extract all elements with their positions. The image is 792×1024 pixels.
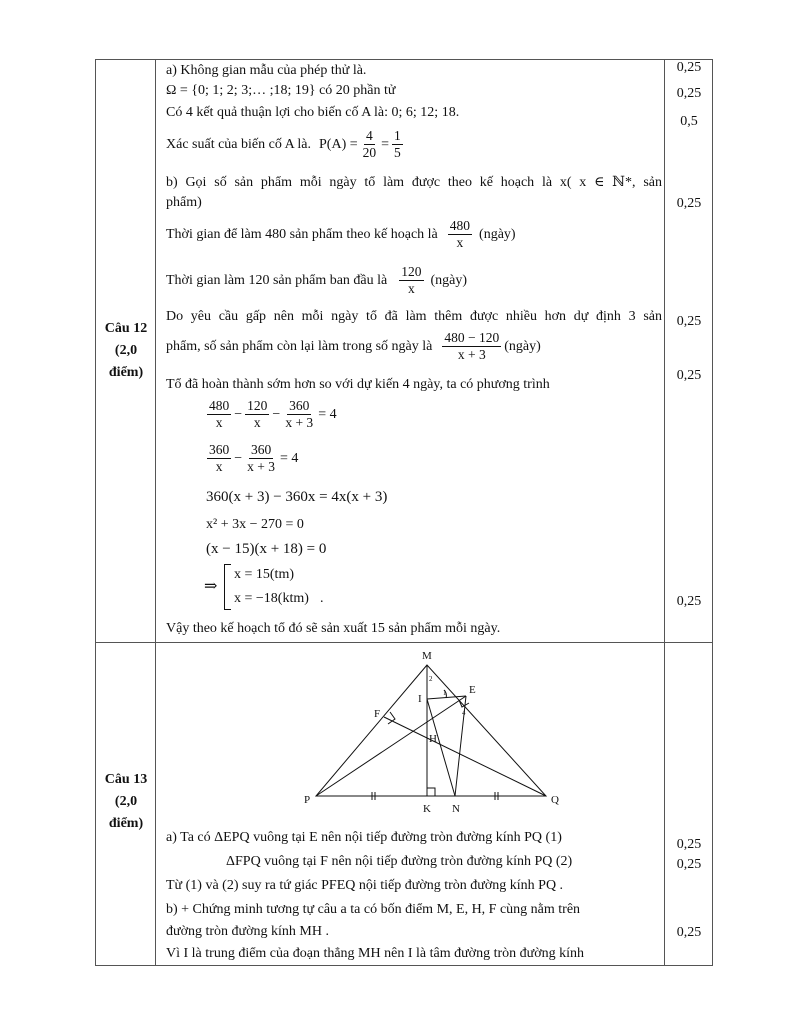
fraction-denominator: x + 3 (247, 459, 276, 474)
question-13-label-cell (96, 643, 156, 966)
q13-a-line2: ΔFPQ vuông tại F nên nội tiếp đường tròn đường kính PQ (2) (226, 854, 573, 869)
eq2-fraction-2 (245, 442, 277, 475)
question-13-solution-cell (156, 643, 665, 966)
fraction-numerator: 480 (209, 398, 230, 413)
score: 0,25 (676, 837, 702, 852)
q12-case-2: x = −18(ktm) (234, 591, 309, 606)
q13-a-line3: Từ (1) và (2) suy ra tứ giác PFEQ nội tiếp đường tròn đường kính PQ . (166, 878, 564, 893)
label-m: M (422, 650, 432, 662)
q12-a-sample-space: Ω = {0; 1; 2; 3;… ;18; 19} có 20 phần tử (166, 83, 396, 98)
label-f: F (374, 708, 381, 720)
q12-b-line5: Do yêu cầu gấp nên mỗi ngày tổ đã làm thêm được nhiều hơn dự định 3 sản (166, 309, 662, 324)
q12-equation-2 (204, 442, 298, 475)
implies-arrow: ⇒ (204, 578, 218, 595)
q12-b-time-initial-fraction (399, 264, 423, 297)
q12-a-prob-text: Xác suất của biến cố A là. (166, 136, 312, 152)
fraction-denominator: x (215, 459, 223, 474)
score: 0,25 (676, 368, 702, 383)
segment-in (427, 699, 455, 796)
right-angle-e (459, 700, 469, 707)
q12-a-probability (166, 128, 406, 161)
fraction-denominator: x + 3 (285, 415, 314, 430)
q12-b-line2: phẩm) (166, 195, 202, 210)
q12-equation-1 (204, 398, 337, 431)
triangle-figure (296, 649, 559, 819)
q12-b-time-initial (166, 264, 467, 297)
fraction-numerator: 480 − 120 (444, 330, 500, 345)
question-13-label: Câu 13 (104, 772, 148, 787)
q12-equation-4: x² + 3x − 270 = 0 (206, 517, 304, 532)
q12-a-prob-lhs: P(A) = (319, 136, 358, 152)
q13-b-line2: đường tròn đường kính MH . (166, 924, 329, 939)
q12-a-line1: a) Không gian mẫu của phép thử là. (166, 63, 367, 78)
unit-label: (ngày) (479, 226, 516, 242)
minus-sign: − (272, 406, 281, 422)
question-13-points-unit: điểm) (108, 816, 144, 831)
equals-sign: = (381, 136, 390, 152)
q13-b-line1: b) + Chứng minh tương tự câu a ta có bốn điểm M, E, H, F cùng nằm trên (166, 902, 581, 917)
fraction-denominator: x + 3 (457, 347, 486, 362)
question-12-points-unit: điểm) (108, 365, 144, 380)
score: 0,25 (676, 314, 702, 329)
unit-label: (ngày) (430, 272, 468, 288)
period: . (320, 591, 324, 606)
score: 0,25 (676, 857, 702, 872)
q12-case-1: x = 15(tm) (234, 567, 294, 582)
score: 0,25 (676, 196, 702, 211)
q12-b-time-remaining-fraction (442, 330, 501, 363)
question-12-points: (2,0 (114, 343, 138, 358)
fraction-denominator: 20 (362, 145, 377, 160)
score: 0,25 (676, 86, 702, 101)
unit-label: (ngày) (504, 338, 541, 354)
q13-b-line3: Vì I là trung điểm của đoạn thẳng MH nên I là tâm đường tròn đường kính (166, 946, 585, 961)
eq1-fraction-3 (283, 398, 315, 431)
q12-a-favorable: Có 4 kết quả thuận lợi cho biến cố A là: 0; 6; 12; 18. (166, 105, 460, 120)
question-13-score-cell (665, 643, 713, 966)
fraction-denominator: x (456, 235, 464, 250)
case-bracket (224, 564, 231, 610)
q12-b-line7: Tổ đã hoàn thành sớm hơn so với dự kiến 4 ngày, ta có phương trình (166, 377, 550, 392)
fraction-numerator: 1 (394, 128, 401, 143)
question-12-label: Câu 12 (104, 321, 148, 336)
question-12-solution-cell (156, 60, 665, 643)
fraction-numerator: 120 (401, 264, 422, 279)
label-h: H (429, 733, 437, 745)
label-i: I (418, 693, 422, 705)
label-e: E (469, 684, 476, 696)
fraction-numerator: 360 (250, 442, 272, 457)
fraction-numerator: 360 (289, 398, 310, 413)
label-p: P (304, 794, 311, 806)
angle-label: 4 (462, 709, 466, 717)
angle-label: 2 (429, 675, 433, 683)
score: 0,25 (676, 60, 702, 75)
question-12-score-cell (665, 60, 713, 643)
score: 0,25 (676, 925, 702, 940)
minus-sign: − (234, 450, 243, 466)
score: 0,5 (680, 114, 698, 129)
q12-equation-3: 360(x + 3) − 360x = 4x(x + 3) (206, 489, 388, 505)
question-12-label-cell (96, 60, 156, 643)
fraction-denominator: x (215, 415, 223, 430)
right-angle-k (427, 788, 435, 796)
q12-b-line1: b) Gọi số sản phẩm mỗi ngày tổ làm được theo kế hoạch là x( x ∈ ℕ*, sản (166, 175, 662, 190)
equation-rhs: = 4 (318, 406, 337, 422)
q12-b-time-initial-text: Thời gian làm 120 sản phẩm ban đầu là (166, 272, 388, 288)
q12-b-time-plan (166, 218, 516, 251)
fraction-denominator: 5 (394, 145, 401, 160)
q12-a-prob-fraction-1 (361, 128, 379, 161)
q12-a-prob-fraction-2 (392, 128, 403, 161)
angle-label: 1 (443, 689, 447, 697)
label-k: K (423, 803, 431, 815)
q12-b-time-plan-text: Thời gian để làm 480 sản phẩm theo kế hoạch là (166, 226, 438, 242)
q12-b-time-plan-fraction (448, 218, 472, 251)
q13-a-line1: a) Ta có ΔEPQ vuông tại E nên nội tiếp đường tròn đường kính PQ (1) (166, 830, 562, 845)
question-13-points: (2,0 (114, 794, 138, 809)
label-q: Q (551, 794, 559, 806)
score: 0,25 (676, 594, 702, 609)
eq2-fraction-1 (207, 442, 231, 475)
q12-equation-5: (x − 15)(x + 18) = 0 (206, 541, 327, 557)
label-n: N (452, 803, 460, 815)
q12-b-time-remaining (166, 330, 541, 363)
fraction-numerator: 480 (449, 218, 471, 233)
fraction-denominator: x (253, 415, 261, 430)
triangle-mpq (316, 665, 546, 796)
eq1-fraction-2 (245, 398, 269, 431)
q12-b-time-remaining-text: phẩm, số sản phẩm còn lại làm trong số ngày là (166, 338, 433, 354)
altitude-qf (384, 717, 546, 796)
fraction-numerator: 120 (247, 398, 268, 413)
minus-sign: − (234, 406, 243, 422)
fraction-numerator: 360 (209, 442, 230, 457)
eq1-fraction-1 (207, 398, 231, 431)
fraction-numerator: 4 (366, 128, 373, 143)
fraction-denominator: x (408, 281, 415, 296)
equation-rhs: = 4 (280, 450, 299, 466)
question-13-row (96, 643, 713, 966)
q12-conclusion: Vậy theo kế hoạch tổ đó sẽ sản xuất 15 sản phẩm mỗi ngày. (166, 621, 501, 636)
answer-table (95, 59, 713, 966)
question-12-row (96, 60, 713, 643)
